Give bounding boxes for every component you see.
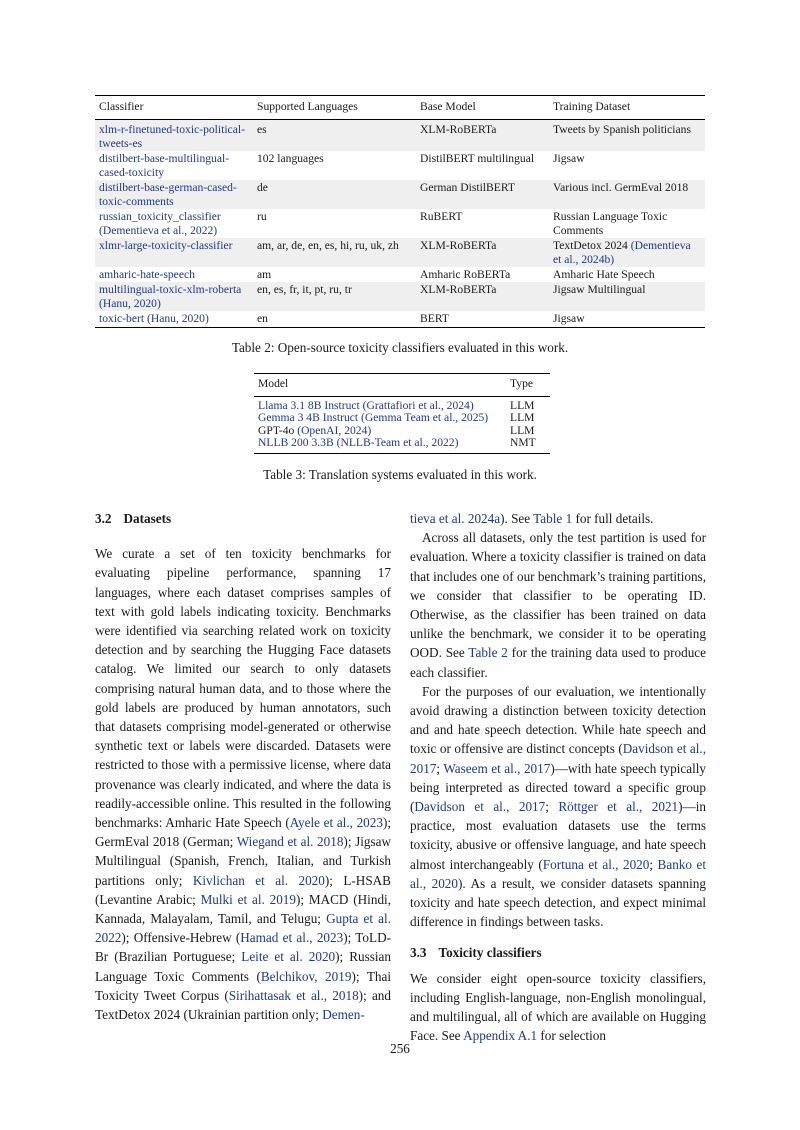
base-model-cell: RuBERT (420, 210, 463, 223)
citation-link[interactable]: (Dementieva et al., 2022) (99, 224, 218, 237)
languages-cell: en (253, 311, 416, 328)
dataset-cell (549, 238, 705, 267)
dataset-cell: Jigsaw Multilingual (549, 282, 705, 311)
base-model-cell: Amharic RoBERTa (420, 268, 511, 281)
table-3 (254, 373, 550, 454)
citation-link[interactable]: Kivlichan et al. 2020 (192, 872, 325, 888)
model-link[interactable]: NLLB 200 3.3B (258, 436, 334, 449)
column-header: Supported Languages (253, 96, 416, 120)
citation-link[interactable]: (Dementieva et al., 2024b) (553, 239, 691, 266)
base-model-cell: XLM-RoBERTa (416, 282, 549, 311)
citation-link[interactable]: Fortuna et al., 2020 (542, 856, 650, 872)
table-row (95, 238, 705, 267)
type-cell: NMT (506, 437, 550, 453)
citation-link[interactable]: tieva et al. 2024a (410, 511, 501, 526)
right-column (410, 509, 706, 1045)
classifier-link[interactable]: russian_toxicity_classifier (99, 210, 221, 223)
table-row (254, 437, 550, 453)
column-header: Base Model (416, 96, 549, 120)
section-heading-3-2 (95, 509, 391, 528)
type-cell: LLM (510, 411, 535, 424)
table-2 (95, 95, 705, 328)
table-ref-link[interactable]: Table 2 (468, 645, 508, 661)
citation-link[interactable]: (Hanu, 2020) (146, 312, 209, 325)
classifier-link[interactable]: xlm-r-finetuned-toxic-political-tweets-es (99, 123, 245, 150)
section-number: 3.3 (410, 945, 427, 961)
citation-link[interactable]: Demen- (322, 1007, 365, 1023)
table-3-caption: Table 3: Translation systems evaluated in this work. (263, 467, 537, 482)
base-model-cell: DistilBERT multilingual (420, 152, 535, 165)
model-link[interactable]: Gemma 3 4B Instruct (258, 411, 359, 424)
citation-link[interactable]: Davidson et al., 2017 (414, 799, 546, 815)
citation-link[interactable]: (Hanu, 2020) (99, 297, 161, 310)
dataset-text: TextDetox 2024 (553, 239, 628, 252)
section-number: 3.2 (95, 511, 112, 526)
citation-link[interactable]: (OpenAI, 2024) (297, 423, 372, 437)
column-header: Model (254, 374, 506, 397)
paragraph: tieva et al. 2024a). See Table 1 for full details. (410, 511, 654, 526)
citation-link[interactable]: (NLLB-Team et al., 2022) (336, 436, 459, 449)
citation-link[interactable]: Belchikov, 2019 (260, 968, 352, 984)
table-row (95, 151, 705, 180)
table-row (95, 267, 705, 282)
dataset-cell: Amharic Hate Speech (553, 268, 655, 281)
page-number: 256 (390, 1041, 410, 1056)
appendix-ref-link[interactable]: Appendix A.1 (463, 1028, 538, 1044)
model-link[interactable]: Llama 3.1 8B Instruct (258, 398, 360, 412)
base-model-cell: XLM-RoBERTa (416, 238, 549, 267)
classifier-link[interactable]: distilbert-base-german-cased-toxic-comments (99, 181, 237, 208)
citation-link[interactable]: Ayele et al., 2023 (289, 815, 383, 831)
table-row (95, 311, 705, 328)
table-row (95, 209, 705, 238)
classifier-link[interactable]: distilbert-base-multilingual-cased-toxicity (99, 152, 230, 179)
section-title: Toxicity classifiers (438, 945, 542, 961)
languages-cell: de (253, 180, 416, 209)
left-column (95, 509, 391, 1024)
table-ref-link[interactable]: Table 1 (533, 511, 573, 526)
languages-cell: ru (257, 210, 267, 223)
section-title: Datasets (123, 511, 172, 526)
citation-link[interactable]: Leite et al. 2020 (241, 949, 336, 965)
type-cell: LLM (510, 423, 535, 437)
column-header: Type (506, 374, 550, 397)
model-name: GPT-4o (258, 423, 295, 437)
languages-cell: am, ar, de, en, es, hi, ru, uk, zh (253, 238, 416, 267)
paragraph: For the purposes of our evaluation, we intentionally avoid drawing a distinction between toxicity detection and and hate speech detection. While hate speech and toxic or offensive are distinct concepts (Davidson et al., 2017; Waseem et al., 2017)—with hate speech typically being interpreted as directed toward a specific group (Davidson et al., 2017; Röttger et al., 2021)—in practice, most evaluation datasets use the terms toxicity, abusive or offensive language, and hate speech almost interchangeably (Fortuna et al., 2020; Banko et al., 2020). As a result, we consider datasets spanning toxicity and hate speech detection, and expect minimal difference in findings between tasks. (410, 683, 707, 930)
citation-link[interactable]: Hamad et al., 2023 (240, 930, 344, 946)
classifier-link[interactable]: toxic-bert (99, 312, 145, 325)
paragraph: We curate a set of ten toxicity benchmarks for evaluating pipeline performance, spanning 17 languages, where each dataset comprises samples of text with gold labels indicating toxicity. Benchmarks were identified via searching related work on toxicity detection and by searching the Hugging Face datasets catalog. We limited our search to only datasets comprising natural human data, and to those where the gold labels are produced by human annotators, such that datasets comprising model-generated or otherwise synthetic text or labels were discarded. Datasets were restricted to those with a permissive license, where data provenance was clearly indicated, and where the data is readily-accessible online. This resulted in the following benchmarks: Amharic Hate Speech (Ayele et al., 2023); GermEval 2018 (German; Wiegand et al. 2018); Jigsaw Multilingual (Spanish, French, Italian, and Turkish partitions only; Kivlichan et al. 2020); L-HSAB (Levantine Arabic; Mulki et al. 2019); MACD (Hindi, Kannada, Malayalam, Tamil, and Telugu; Gupta et al. 2022); Offensive-Hebrew (Hamad et al., 2023); ToLD-Br (Brazilian Portuguese; Leite et al. 2020); Russian Language Toxic Comments (Belchikov, 2019); Thai Toxicity Tweet Corpus (Sirihattasak et al., 2018); and TextDetox 2024 (Ukrainian partition only; Demen- (95, 546, 392, 1023)
citation-link[interactable]: Banko et al., 2020 (410, 856, 707, 891)
table-2-caption: Table 2: Open-source toxicity classifiers evaluated in this work. (231, 340, 569, 355)
citation-link[interactable]: (Grattafiori et al., 2024) (362, 398, 474, 412)
classifier-link[interactable]: multilingual-toxic-xlm-roberta (99, 283, 242, 296)
citation-link[interactable]: Davidson et al., 2017 (410, 741, 707, 776)
type-cell: LLM (510, 398, 535, 412)
base-model-cell: German DistilBERT (416, 180, 549, 209)
languages-cell: es (253, 120, 416, 152)
citation-link[interactable]: (Gemma Team et al., 2025) (361, 411, 489, 424)
citation-link[interactable]: Gupta et al. 2022 (95, 911, 391, 946)
table-row (254, 396, 550, 412)
languages-cell: am (257, 268, 272, 281)
classifier-link[interactable]: amharic-hate-speech (99, 268, 195, 281)
base-model-cell: XLM-RoBERTa (416, 120, 549, 152)
citation-link[interactable]: Sirihattasak et al., 2018 (228, 987, 359, 1003)
dataset-cell: Jigsaw (549, 311, 705, 328)
dataset-cell: Russian Language Toxic Comments (553, 210, 668, 237)
paragraph: We consider eight open-source toxicity classifiers, including English-language, non-English monolingual, and multilingual, all of which are available on Hugging Face. See Appendix A.1 for selection (410, 970, 706, 1044)
table-row (95, 120, 705, 152)
citation-link[interactable]: Mulki et al. 2019 (200, 891, 296, 907)
section-heading-3-3 (410, 943, 706, 962)
column-header: Training Dataset (549, 96, 705, 120)
dataset-cell: Jigsaw (553, 152, 585, 165)
languages-cell: en, es, fr, it, pt, ru, tr (253, 282, 416, 311)
dataset-cell: Tweets by Spanish politicians (549, 120, 705, 152)
citation-link[interactable]: Waseem et al., 2017 (443, 760, 551, 776)
column-header: Classifier (95, 96, 253, 120)
citation-link[interactable]: Wiegand et al. 2018 (236, 834, 344, 850)
languages-cell: 102 languages (257, 152, 324, 165)
base-model-cell: BERT (416, 311, 549, 328)
citation-link[interactable]: Röttger et al., 2021 (558, 799, 679, 815)
dataset-cell: Various incl. GermEval 2018 (549, 180, 705, 209)
table-row (95, 282, 705, 311)
classifier-link[interactable]: xlmr-large-toxicity-classifier (99, 239, 233, 252)
paragraph: Across all datasets, only the test partition is used for evaluation. Where a toxicity classifier is trained on data that includes one of our benchmark’s training partitions, we consider that classifier to be operating ID. Otherwise, as the classifier has been trained on data unlike the benchmark, we consider it to be operating OOD. See Table 2 for the training data used to produce each classifier. (410, 530, 707, 680)
table-row (95, 180, 705, 209)
